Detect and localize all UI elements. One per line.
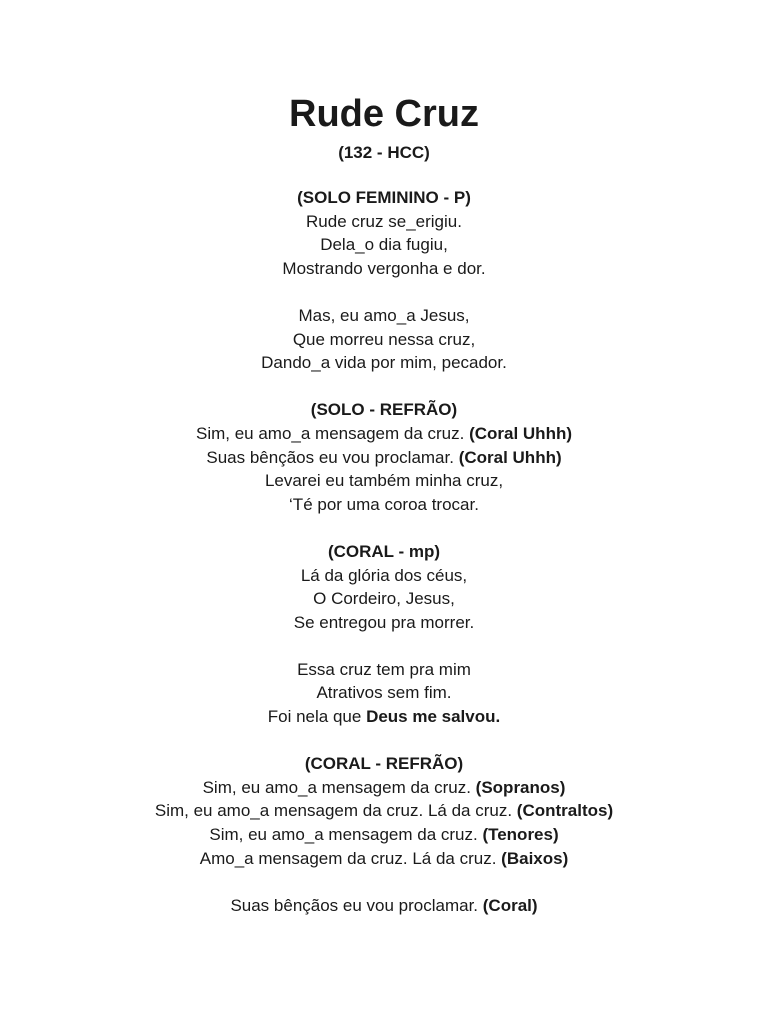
page-title: Rude Cruz [289, 93, 479, 135]
lyric-line: Se entregou pra morrer. [293, 612, 475, 632]
lyric-line [0, 894, 768, 918]
lyric-text: Suas bênçãos eu vou proclamar. [230, 895, 483, 915]
lyric-line [0, 446, 768, 470]
lyric-line [0, 847, 768, 871]
hymn-number: (132 - HCC) [338, 143, 430, 162]
voice-note: (Coral Uhhh) [458, 447, 562, 467]
lyric-text: Foi nela que [267, 707, 367, 727]
lyric-line [0, 422, 768, 446]
section-heading: (CORAL - mp) [327, 541, 441, 561]
lyric-line [0, 776, 768, 800]
lyric-text: Sim, eu amo_a mensagem da cruz. [209, 825, 483, 845]
emphasis-text: Deus me salvou. [366, 707, 501, 727]
section-heading: (CORAL - REFRÃO) [304, 754, 464, 774]
lyric-line: Mas, eu amo_a Jesus, [298, 305, 470, 325]
spacer [0, 375, 768, 399]
spacer [0, 516, 768, 540]
lyric-line: ‘Té por uma coroa trocar. [289, 494, 479, 514]
section-heading: (SOLO FEMININO - P) [297, 188, 471, 207]
spacer [0, 870, 768, 894]
lyric-line: Lá da glória dos céus, [300, 565, 468, 585]
section-heading: (SOLO - REFRÃO) [310, 400, 458, 420]
spacer [0, 634, 768, 658]
lyric-text: Sim, eu amo_a mensagem da cruz. [202, 777, 476, 797]
lyric-line: Rude cruz se_erigiu. [306, 211, 462, 231]
lyrics-body [0, 186, 768, 917]
lyric-line: Atrativos sem fim. [316, 683, 452, 703]
voice-note: (Contraltos) [516, 801, 614, 821]
voice-note: (Tenores) [482, 825, 559, 845]
lyric-line: Mostrando vergonha e dor. [282, 258, 486, 278]
spacer [0, 729, 768, 753]
voice-note: (Baixos) [501, 848, 569, 868]
lyric-line: Levarei eu também minha cruz, [264, 471, 504, 491]
lyric-line: Essa cruz tem pra mim [297, 659, 471, 679]
lyric-line: O Cordeiro, Jesus, [313, 589, 455, 609]
voice-note: (Coral Uhhh) [469, 423, 572, 443]
voice-note: (Coral) [482, 895, 538, 915]
spacer [0, 280, 768, 304]
lyric-line [0, 823, 768, 847]
lyric-text: Suas bênçãos eu vou proclamar. [206, 447, 459, 467]
lyric-line: Dela_o dia fugiu, [320, 235, 448, 255]
lyric-line [0, 799, 768, 823]
lyric-line: Dando_a vida por mim, pecador. [261, 353, 507, 373]
lyric-text: Sim, eu amo_a mensagem da cruz. [195, 423, 470, 443]
lyric-text: Amo_a mensagem da cruz. Lá da cruz. [199, 848, 502, 868]
lyric-line [0, 705, 768, 729]
lyric-line: Que morreu nessa cruz, [292, 329, 476, 349]
voice-note: (Sopranos) [475, 777, 566, 797]
lyric-text: Sim, eu amo_a mensagem da cruz. Lá da cruz. [154, 801, 517, 821]
